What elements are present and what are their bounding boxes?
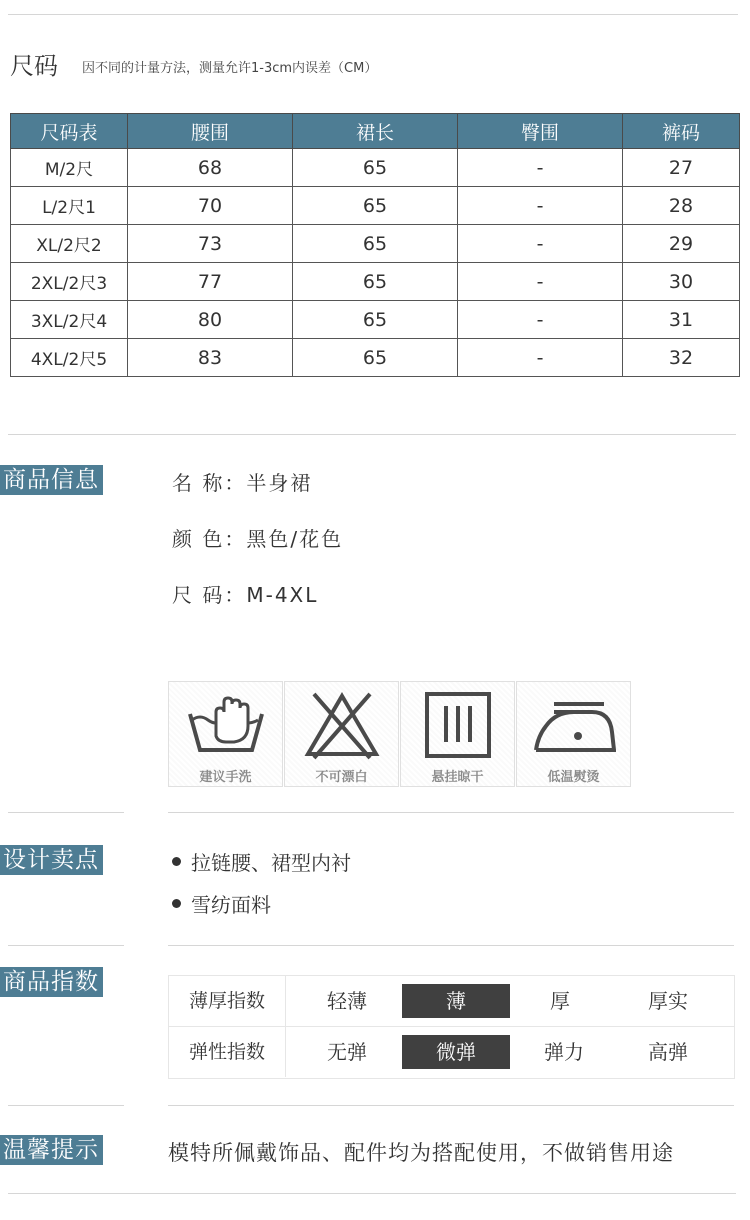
table-row [11,339,740,377]
table-row [11,301,740,339]
header-cell: 裙长 [293,114,458,149]
pants-size-cell: 31 [623,301,740,339]
table-row [11,187,740,225]
index-option-selected: 薄 [402,984,510,1018]
size-note: 因不同的计量方法，测量允许1-3cm内误差（CM） [82,61,378,76]
bullet-dot [172,899,181,908]
header-cell: 腰围 [128,114,293,149]
length-cell: 65 [293,187,458,225]
section-divider [8,812,124,813]
size-cell: 4XL/2尺5 [11,339,128,377]
pants-size-cell: 32 [623,339,740,377]
bullet-dot [172,857,181,866]
length-cell: 65 [293,339,458,377]
product-index-table [168,975,735,1079]
size-table-header [11,114,740,149]
index-option: 弹力 [544,1040,584,1064]
waist-cell: 80 [128,301,293,339]
product-size: 尺 码：M-4XL [172,583,319,607]
care-item [168,681,283,787]
waist-cell: 68 [128,149,293,187]
table-row [11,225,740,263]
size-cell: 2XL/2尺3 [11,263,128,301]
hip-cell: - [458,187,623,225]
index-option: 高弹 [648,1040,688,1064]
tips-text: 模特所佩戴饰品、配件均为搭配使用，不做销售用途 [168,1141,674,1165]
pants-size-cell: 30 [623,263,740,301]
care-label: 悬挂晾干 [431,770,484,785]
elasticity-row [169,1027,734,1077]
length-cell: 65 [293,263,458,301]
index-option: 厚 [550,989,570,1013]
pants-size-cell: 27 [623,149,740,187]
length-cell: 65 [293,301,458,339]
hip-cell: - [458,301,623,339]
product-info-tag: 商品信息 [0,465,103,495]
pants-size-cell: 28 [623,187,740,225]
bottom-divider [8,1193,736,1194]
waist-cell: 77 [128,263,293,301]
top-divider [8,14,738,15]
index-label: 薄厚指数 [169,976,286,1026]
section-divider [168,812,734,813]
design-tag: 设计卖点 [0,845,103,875]
waist-cell: 83 [128,339,293,377]
length-cell: 65 [293,149,458,187]
table-row [11,149,740,187]
product-color: 颜 色：黑色/花色 [172,527,344,551]
header-cell: 尺码表 [11,114,128,149]
size-table [10,113,740,377]
size-title: 尺码 [10,52,58,80]
pants-size-cell: 29 [623,225,740,263]
waist-cell: 70 [128,187,293,225]
size-cell: 3XL/2尺4 [11,301,128,339]
care-item [284,681,399,787]
care-label: 建议手洗 [199,770,252,785]
hip-cell: - [458,263,623,301]
care-label: 不可漂白 [315,770,368,785]
care-item [400,681,515,787]
length-cell: 65 [293,225,458,263]
hip-cell: - [458,225,623,263]
index-option-selected: 微弹 [402,1035,510,1069]
hip-cell: - [458,339,623,377]
header-cell: 臀围 [458,114,623,149]
section-divider [8,1105,124,1106]
design-point [172,847,351,876]
header-cell: 裤码 [623,114,740,149]
size-cell: L/2尺1 [11,187,128,225]
waist-cell: 73 [128,225,293,263]
size-cell: XL/2尺2 [11,225,128,263]
section-divider [8,945,124,946]
size-cell: M/2尺 [11,149,128,187]
design-point-text: 拉链腰、裙型内衬 [191,851,351,875]
section-divider [168,1105,734,1106]
care-instructions [168,681,636,789]
table-row [11,263,740,301]
care-item [516,681,631,787]
index-label: 弹性指数 [169,1027,286,1077]
index-option: 无弹 [327,1040,367,1064]
section-divider [168,945,734,946]
hip-cell: - [458,149,623,187]
product-name: 名 称：半身裙 [172,471,313,495]
section-divider [8,434,736,435]
index-tag: 商品指数 [0,967,103,997]
care-label: 低温熨烫 [547,770,600,785]
design-point [172,889,271,918]
design-point-text: 雪纺面料 [191,893,271,917]
thickness-row [169,976,734,1027]
index-option: 轻薄 [327,989,367,1013]
tips-tag: 温馨提示 [0,1135,103,1165]
index-option: 厚实 [648,989,688,1013]
